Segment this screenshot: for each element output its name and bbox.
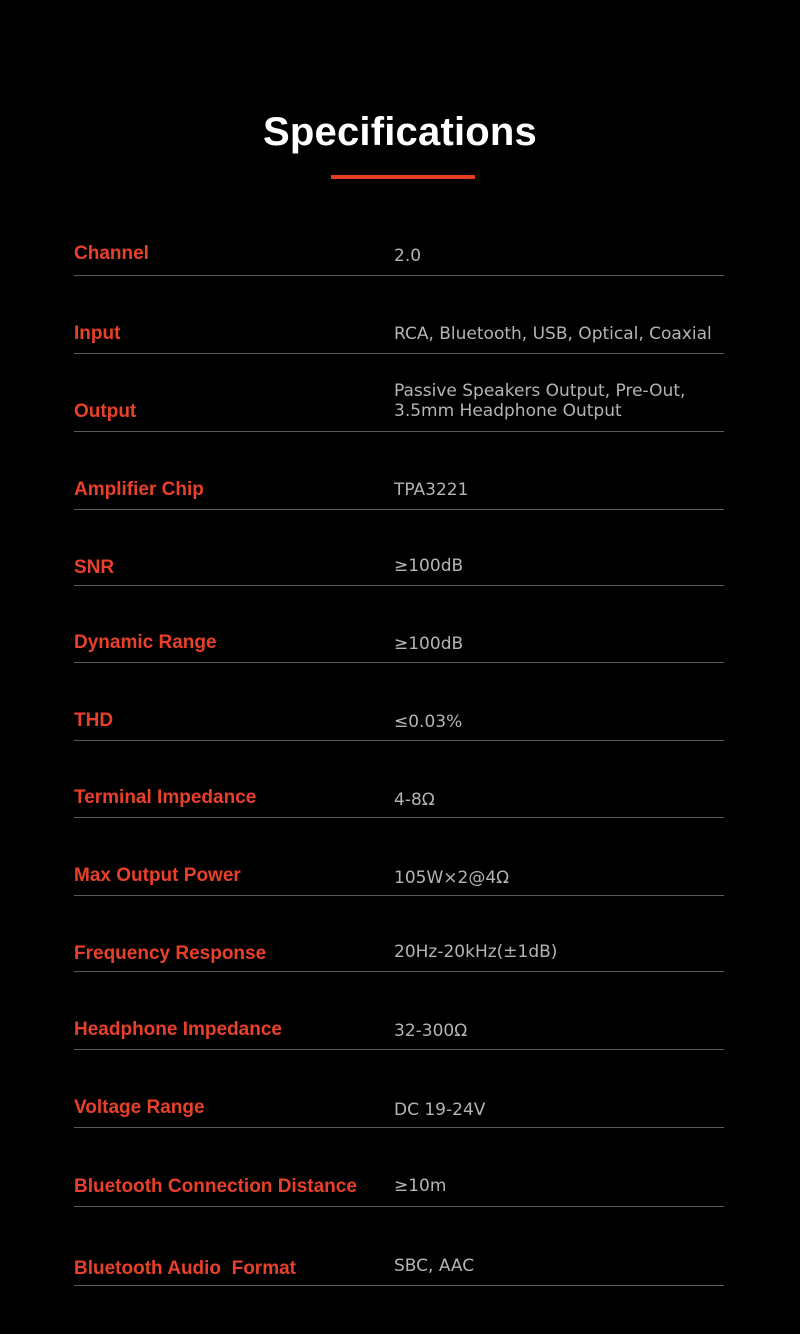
spec-label: Dynamic Range (74, 632, 217, 653)
spec-label: Channel (74, 243, 149, 264)
spec-row-voltage-range (74, 1050, 724, 1128)
spec-row-max-output-power (74, 818, 724, 896)
spec-value: 4-8Ω (394, 790, 435, 810)
spec-row-headphone-impedance (74, 972, 724, 1050)
spec-row-terminal-impedance (74, 741, 724, 818)
spec-label: Frequency Response (74, 943, 267, 964)
spec-label: Bluetooth Audio Format (74, 1258, 296, 1279)
spec-row-bluetooth-distance (74, 1128, 724, 1207)
spec-row-output (74, 354, 724, 432)
spec-row-dynamic-range (74, 586, 724, 663)
spec-row-input (74, 276, 724, 354)
spec-value: ≤0.03% (394, 712, 463, 732)
spec-row-channel (74, 230, 724, 276)
spec-label: SNR (74, 557, 115, 578)
spec-label: Max Output Power (74, 865, 241, 886)
spec-row-thd (74, 663, 724, 741)
spec-value: 2.0 (394, 246, 422, 266)
spec-value: TPA3221 (394, 480, 469, 500)
spec-label: Headphone Impedance (74, 1019, 282, 1040)
spec-value: DC 19-24V (394, 1100, 486, 1120)
page-title: Specifications (263, 110, 537, 154)
spec-label: Voltage Range (74, 1097, 205, 1118)
spec-label: Bluetooth Connection Distance (74, 1176, 357, 1197)
spec-label: Input (74, 323, 121, 344)
spec-value: 105W×2@4Ω (394, 868, 510, 888)
spec-label: Terminal Impedance (74, 787, 257, 808)
spec-label: THD (74, 710, 114, 731)
spec-value: ≥100dB (394, 556, 464, 576)
spec-value: ≥10m (394, 1176, 447, 1196)
spec-label: Amplifier Chip (74, 479, 204, 500)
spec-row-amplifier-chip (74, 432, 724, 510)
spec-table (74, 0, 724, 1334)
spec-value: 32-300Ω (394, 1021, 468, 1041)
spec-row-snr (74, 510, 724, 586)
spec-label: Output (74, 401, 137, 422)
spec-row-bluetooth-audio-format (74, 1207, 724, 1286)
spec-value: 20Hz-20kHz(±1dB) (394, 942, 558, 962)
spec-value: ≥100dB (394, 634, 464, 654)
spec-value: SBC, AAC (394, 1256, 475, 1276)
spec-value: Passive Speakers Output, Pre-Out, 3.5mm Headphone Output (394, 381, 686, 421)
spec-row-frequency-response (74, 896, 724, 972)
spec-value: RCA, Bluetooth, USB, Optical, Coaxial (394, 324, 712, 344)
